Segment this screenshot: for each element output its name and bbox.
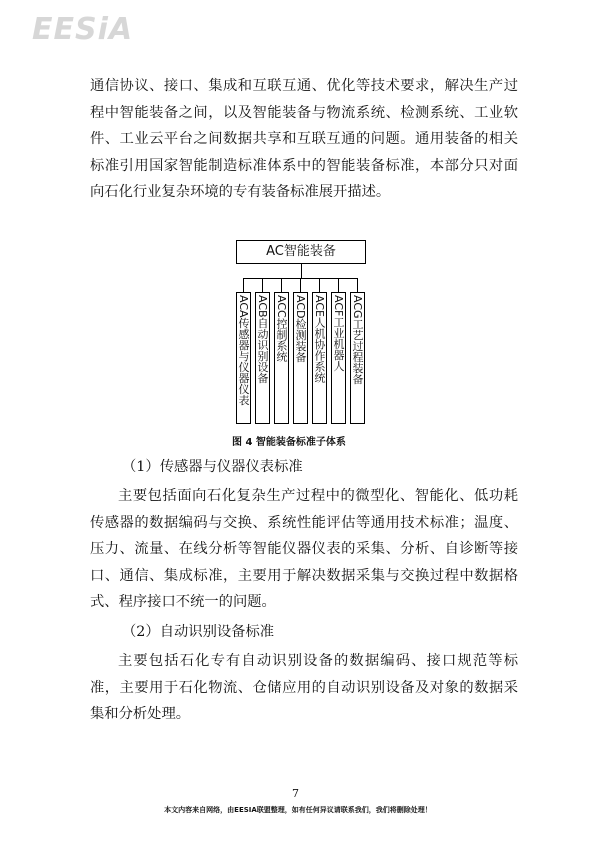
section-heading-sensors: （1）传感器与仪器仪表标准 xyxy=(122,459,303,475)
diagram-child-sensors: ACA传感器与仪器仪表 xyxy=(236,292,251,424)
paragraph-sensors: 主要包括面向石化复杂生产过程中的微型化、智能化、低功耗传感器的数据编码与交换、系统性能评估等通用技术标准；温度、压力、流量、在线分析等智能仪器仪表的采集、分析、自诊断等接口、通信、集成标准，主要用于解决数据采集与交换过程中数据格式、程序接口不统一的问题。 xyxy=(90,488,518,611)
paragraph-intro: 通信协议、接口、集成和互联互通、优化等技术要求，解决生产过程中智能装备之间，以及智能装备与物流系统、检测系统、工业软件、工业云平台之间数据共享和互联互通的问题。通用装备的相关标准引用国家智能制造标准体系中的智能装备标准，本部分只对面向石化行业复杂环境的专有装备标准展开描述。 xyxy=(90,78,518,201)
diagram-child-control: ACC控制系统 xyxy=(274,292,289,424)
diagram-child-hmi: ACE人机协作系统 xyxy=(312,292,327,424)
diagram-child-robot: ACF工业机器人 xyxy=(331,292,346,424)
paragraph-auto-id: 主要包括石化专有自动识别设备的数据编码、接口规范等标准，主要用于石化物流、仓储应用的自动识别设备及对象的数据采集和分析处理。 xyxy=(90,653,518,723)
eesia-logo: EESiA xyxy=(32,12,134,47)
smart-equipment-diagram xyxy=(236,240,366,424)
footer-disclaimer: 本文内容来自网络，由EESIA联盟整理，如有任何异议请联系我们，我们将删除处理！ xyxy=(164,806,432,814)
page-number: 7 xyxy=(292,787,299,800)
diagram-child-inspection: ACD检测装备 xyxy=(293,292,308,424)
section-heading-auto-id: （2）自动识别设备标准 xyxy=(122,624,275,640)
figure-caption: 图 4 智能装备标准子体系 xyxy=(232,437,346,448)
diagram-root-box: AC智能装备 xyxy=(236,240,366,264)
diagram-child-process: ACG工艺过程装备 xyxy=(350,292,365,424)
diagram-child-auto-id: ACB自动识别设备 xyxy=(255,292,270,424)
